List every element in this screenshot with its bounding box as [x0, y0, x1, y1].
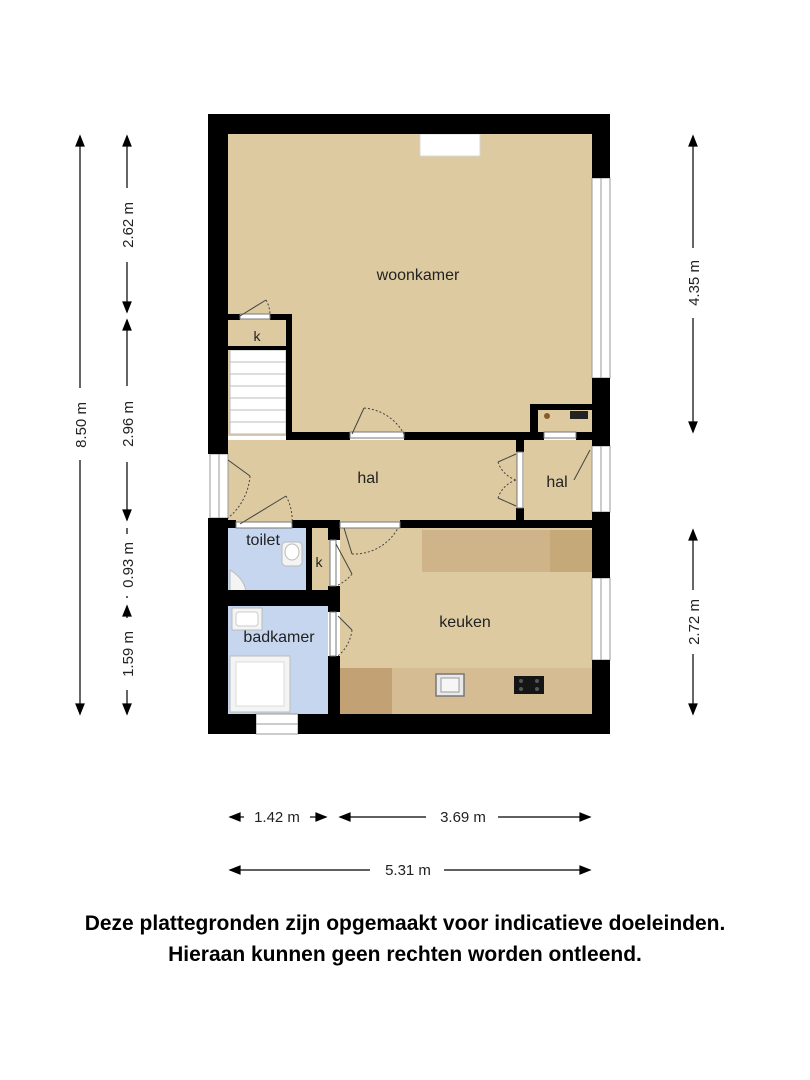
disclaimer-line-1: Deze plattegronden zijn opgemaakt voor indicatieve doeleinden.: [84, 912, 726, 935]
room-label-storage-mid: k: [315, 554, 323, 570]
dim-label-bottom-1: 1.42 m: [254, 809, 300, 826]
dim-label-left-4: 1.59 m: [120, 631, 137, 677]
disclaimer-line-2: Hieraan kunnen geen rechten worden ontleend.: [168, 943, 642, 966]
dim-label-left-3: 0.93 m: [120, 542, 137, 588]
room-label-woonkamer: woonkamer: [376, 267, 460, 284]
dim-label-bottom-total: 5.31 m: [385, 862, 431, 879]
room-label-keuken: keuken: [439, 614, 491, 631]
stove-icon: [514, 676, 544, 694]
dim-label-right-1: 4.35 m: [686, 260, 703, 306]
room-label-hal-right: hal: [546, 474, 568, 491]
bathroom-sink-icon: [232, 608, 262, 630]
kitchen-counter-top-end: [550, 530, 592, 572]
stairs: [230, 350, 286, 434]
radiator-fixture: [420, 134, 480, 156]
room-label-toilet: toilet: [246, 532, 280, 549]
dim-label-left-2: 2.96 m: [120, 401, 137, 447]
dim-label-total-height: 8.50 m: [73, 402, 90, 448]
sink-icon: [436, 674, 464, 696]
dim-label-bottom-2: 3.69 m: [440, 809, 486, 826]
toilet-icon: [282, 542, 302, 566]
room-label-badkamer: badkamer: [243, 629, 315, 646]
small-hob-icon: [540, 408, 590, 432]
dim-label-right-2: 2.72 m: [686, 599, 703, 645]
room-label-hal-main: hal: [357, 470, 379, 487]
dim-label-left-1: 2.62 m: [120, 202, 137, 248]
kitchen-counter-bottom-end: [340, 668, 392, 714]
disclaimer: [0, 908, 810, 970]
room-label-storage-top: k: [253, 328, 261, 344]
door-hal-right-top: [544, 432, 576, 438]
shower-icon: [230, 656, 290, 712]
